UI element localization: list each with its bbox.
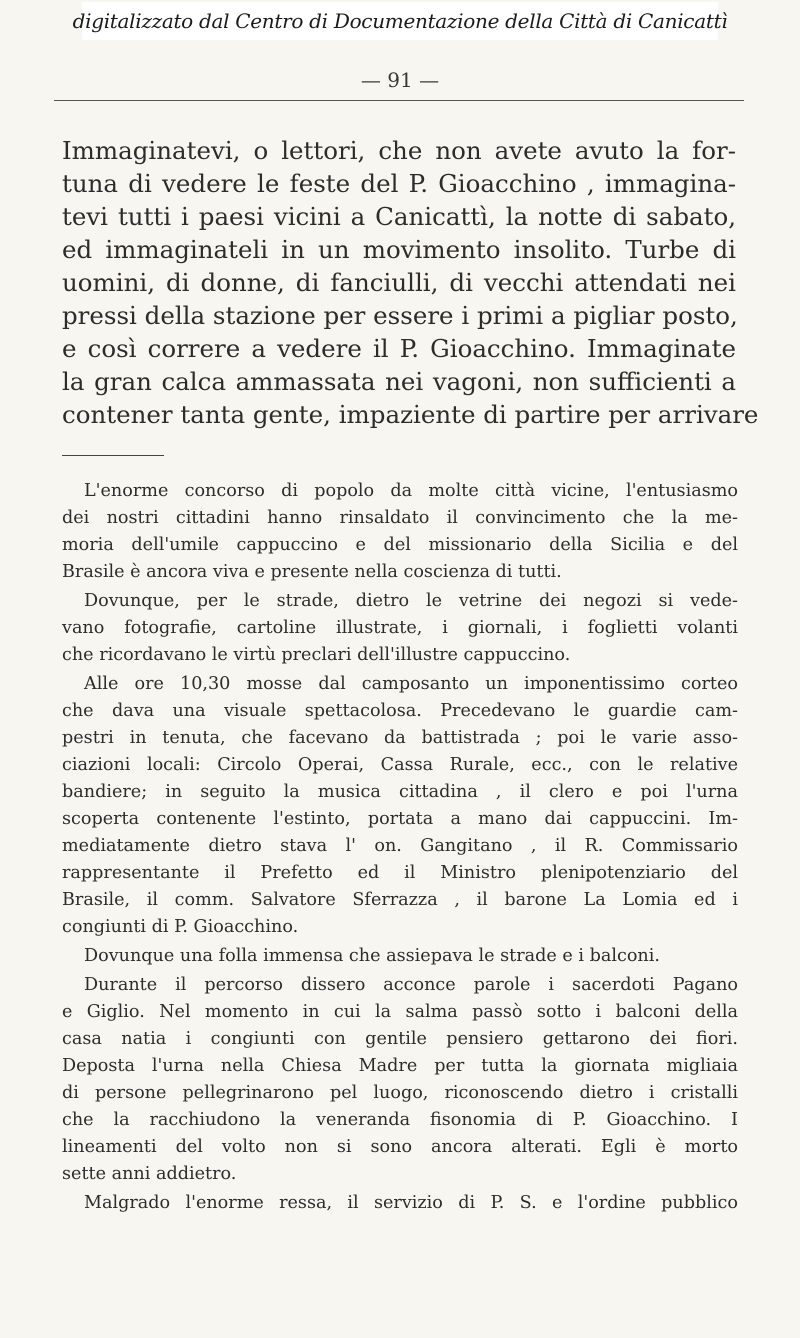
page-number: — 91 —	[360, 68, 440, 92]
footnote-paragraph	[62, 588, 738, 669]
footnote-line: L'enorme concorso di popolo da molte città vicine, l'entusiasmo	[84, 481, 738, 501]
main-text-line: pressi della stazione per essere i primi a pigliar posto,	[62, 301, 738, 330]
main-text-line: tevi tutti i paesi vicini a Canicattì, la notte di sabato,	[62, 202, 736, 231]
main-text-line: ed immaginateli in un movimento insolito. Turbe di	[62, 235, 736, 264]
main-text-line: Immaginatevi, o lettori, che non avete avuto la for-	[62, 136, 736, 165]
footnote-rule	[62, 455, 164, 456]
main-text-line: e così correre a vedere il P. Gioacchino. Immaginate	[62, 334, 736, 363]
footnote-paragraph	[62, 671, 738, 941]
footnote-line: che dava una visuale spettacolosa. Precedevano le guardie cam-	[62, 701, 738, 721]
main-text-line: contener tanta gente, impaziente di partire per arrivare	[62, 400, 759, 429]
footnote-line: moria dell'umile cappuccino e del missionario della Sicilia e del	[62, 535, 738, 555]
footnote-line: sette anni addietro.	[62, 1164, 237, 1184]
footnote-line: Alle ore 10,30 mosse dal camposanto un imponentissimo corteo	[84, 674, 738, 694]
footnote-line: lineamenti del volto non si sono ancora alterati. Egli è morto	[62, 1137, 738, 1157]
footnote-line: ciazioni locali: Circolo Operai, Cassa Rurale, ecc., con le relative	[62, 755, 738, 775]
footnote-line: pestri in tenuta, che facevano da battistrada ; poi le varie asso-	[62, 728, 738, 748]
footnote-line: che la racchiudono la veneranda fisonomia di P. Gioacchino. I	[62, 1110, 738, 1130]
footnote-line: Dovunque una folla immensa che assiepava le strade e i balconi.	[84, 946, 660, 966]
footnote-line: dei nostri cittadini hanno rinsaldato il convincimento che la me-	[62, 508, 738, 528]
footnote-line: Brasile è ancora viva e presente nella coscienza di tutti.	[62, 562, 562, 582]
footnote-line: Malgrado l'enorme ressa, il servizio di P. S. e l'ordine pubblico	[84, 1193, 738, 1213]
footnote-line: bandiere; in seguito la musica cittadina , il clero e poi l'urna	[62, 782, 738, 802]
footnote-line: rappresentante il Prefetto ed il Ministro plenipotenziario del	[62, 863, 738, 883]
main-text-line: tuna di vedere le feste del P. Gioacchino , immagina-	[62, 169, 736, 198]
footnote-paragraph	[62, 1190, 738, 1217]
footnote-line: che ricordavano le virtù preclari dell'illustre cappuccino.	[62, 645, 571, 665]
main-text	[62, 134, 759, 431]
footnote-paragraph	[62, 972, 738, 1188]
digitization-banner	[72, 2, 728, 40]
footnotes	[62, 478, 738, 1219]
footnote-line: Durante il percorso dissero acconce parole i sacerdoti Pagano	[84, 975, 738, 995]
footnote-line: Dovunque, per le strade, dietro le vetrine dei negozi si vede-	[84, 591, 738, 611]
footnote-line: mediatamente dietro stava l' on. Gangitano , il R. Commissario	[62, 836, 738, 856]
footnote-line: casa natia i congiunti con gentile pensiero gettarono dei fiori.	[62, 1029, 738, 1049]
footnote-line: congiunti di P. Gioacchino.	[62, 917, 299, 937]
footnote-paragraph	[62, 478, 738, 586]
main-text-line: la gran calca ammassata nei vagoni, non sufficienti a	[62, 367, 736, 396]
header-rule	[54, 100, 744, 101]
banner-text: digitalizzato dal Centro di Documentazione della Città di Canicattì	[72, 9, 728, 33]
footnote-line: di persone pellegrinarono pel luogo, riconoscendo dietro i cristalli	[62, 1083, 738, 1103]
footnote-line: Deposta l'urna nella Chiesa Madre per tutta la giornata migliaia	[62, 1056, 738, 1076]
footnote-line: e Giglio. Nel momento in cui la salma passò sotto i balconi della	[62, 1002, 738, 1022]
footnote-line: scoperta contenente l'estinto, portata a mano dai cappuccini. Im-	[62, 809, 738, 829]
footnote-line: Brasile, il comm. Salvatore Sferrazza , il barone La Lomia ed i	[62, 890, 738, 910]
footnote-paragraph	[62, 943, 738, 970]
footnote-line: vano fotografie, cartoline illustrate, i giornali, i foglietti volanti	[62, 618, 738, 638]
main-text-line: uomini, di donne, di fanciulli, di vecchi attendati nei	[62, 268, 736, 297]
